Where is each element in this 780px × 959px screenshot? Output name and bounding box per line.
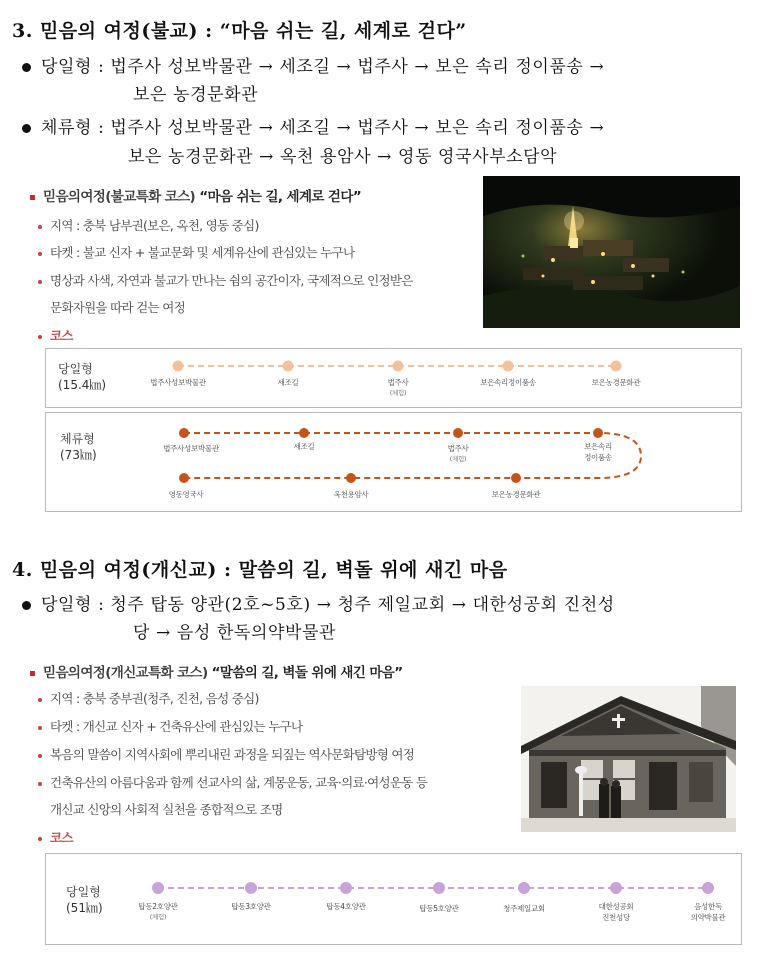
dot-icon xyxy=(38,726,42,730)
section4-heading: 4. 믿음의 여정(개신교) : 말씀의 길, 벽돌 위에 새긴 마음 xyxy=(12,559,508,581)
dot-icon xyxy=(38,335,42,339)
section4-info-desc3: 개신교 신앙의 사회적 실천을 종합적으로 조명 xyxy=(50,802,283,817)
route-stop-marker xyxy=(179,473,189,483)
route-stop-marker xyxy=(518,882,530,894)
day-course-label: 당일형 (15.4㎞) xyxy=(58,362,107,392)
day-course-label: 당일형 (51㎞) xyxy=(66,885,103,915)
stop-label: 보은농경문화관 xyxy=(591,378,641,387)
stop-label: 탑동4호양관 xyxy=(326,902,366,911)
section3-info-desc2: 문화자원을 따라 걷는 여정 xyxy=(50,300,185,315)
section4-subtitle: 믿음의여정(개신교특화 코스) “말씀의 길, 벽돌 위에 새긴 마음” xyxy=(30,661,403,681)
stop-label: 영동영국사 xyxy=(168,490,204,499)
dot-icon xyxy=(38,225,42,229)
route-stop-marker xyxy=(593,428,603,438)
route-stop-marker xyxy=(511,473,521,483)
section4-info-target: 타켓 : 개신교 신자 + 건축유산에 관심있는 누구나 xyxy=(38,717,302,735)
stop-label: 법주사 (체험) xyxy=(447,444,469,463)
stop-label: 보은속리정이품송 xyxy=(480,378,536,387)
route-stop-marker xyxy=(393,361,404,372)
stop-label: 탑동5호양관 xyxy=(419,904,459,913)
section3-info-target: 타켓 : 불교 신자 + 불교문화 및 세계유산에 관심있는 누구나 xyxy=(38,243,354,261)
dot-icon xyxy=(38,252,42,256)
route-stop-marker xyxy=(283,361,294,372)
route-stop-marker xyxy=(346,473,356,483)
dot-icon xyxy=(38,837,42,841)
route-stop-marker xyxy=(179,428,189,438)
dot-icon xyxy=(38,754,42,758)
route-stop-marker xyxy=(433,882,445,894)
section3-day-line: 당일형 : 법주사 성보박물관 → 세조길 → 법주사 → 보은 속리 정이품송 → xyxy=(22,52,604,77)
stay-course-label: 체류형 (73㎞) xyxy=(60,432,97,462)
stop-label: 보은속리 정이품송 xyxy=(584,442,612,462)
section3-info-desc: 명상과 사색, 자연과 불교가 만나는 쉼의 공간이자, 국제적으로 인정받은 xyxy=(38,271,413,289)
stop-label: 법주사성보박물관 xyxy=(150,378,206,387)
section3-stay-course-box xyxy=(45,412,742,512)
route-stop-marker xyxy=(503,361,514,372)
bullet-icon xyxy=(22,63,31,72)
section4-info-desc2: 건축유산의 아름다움과 함께 선교사의 삶, 계몽운동, 교육·의료·여성운동 등 xyxy=(38,773,427,791)
section3-course-label: 코스 xyxy=(38,326,73,344)
route-stop-marker xyxy=(340,882,352,894)
section4-day-line: 당일형 : 청주 탑동 양관(2호~5호) → 청주 제일교회 → 대한성공회 진천성 xyxy=(22,590,615,615)
route-stop-marker xyxy=(453,428,463,438)
stop-label: 탑동3호양관 xyxy=(231,902,271,911)
stop-label: 법주사성보박물관 xyxy=(163,444,219,453)
section3-stay-line: 체류형 : 법주사 성보박물관 → 세조길 → 법주사 → 보은 속리 정이품송 → xyxy=(22,113,604,138)
route-stop-marker xyxy=(702,882,714,894)
night-temple-image xyxy=(483,176,740,328)
section3-info-region: 지역 : 충북 남부권(보은, 옥천, 영동 중심) xyxy=(38,216,259,234)
route-stop-marker xyxy=(152,882,164,894)
day-route-line xyxy=(46,854,741,944)
stop-label: 법주사 (체험) xyxy=(387,378,409,397)
church-image xyxy=(521,686,736,832)
dot-icon xyxy=(38,782,42,786)
section4-day-line2: 당 → 음성 한독의약박물관 xyxy=(133,623,337,643)
stop-label: 음성한독 의약박물관 xyxy=(690,902,726,922)
square-bullet-icon xyxy=(30,195,35,200)
stop-label: 세조길 xyxy=(293,442,315,451)
section3-day-course-box xyxy=(45,348,742,408)
stop-label: 세조길 xyxy=(277,378,299,387)
stop-label: 보은농경문화관 xyxy=(491,490,541,499)
route-stop-marker xyxy=(299,428,309,438)
section4-course-label: 코스 xyxy=(38,828,73,846)
bullet-icon xyxy=(22,124,31,133)
section4-info-region: 지역 : 충북 중부권(청주, 진천, 음성 중심) xyxy=(38,689,259,707)
stop-label: 청주제일교회 xyxy=(503,904,545,913)
section3-day-line2: 보은 농경문화관 xyxy=(133,85,259,105)
section4-info-desc: 복음의 말씀이 지역사회에 뿌리내린 과정을 되짚는 역사문화탐방형 여정 xyxy=(38,745,414,763)
route-stop-marker xyxy=(245,882,257,894)
route-stop-marker xyxy=(610,882,622,894)
route-stop-marker xyxy=(611,361,622,372)
night-temple-photo xyxy=(483,176,740,328)
dot-icon xyxy=(38,698,42,702)
stop-label: 탑동2호양관 (체험) xyxy=(138,902,178,921)
section3-heading: 3. 믿음의 여정(불교) : “마음 쉬는 길, 세계로 걷다” xyxy=(12,20,467,42)
dot-icon xyxy=(38,280,42,284)
section3-stay-line2: 보은 농경문화관 → 옥천 용암사 → 영동 영국사부소담악 xyxy=(128,147,558,167)
stop-label: 옥천용암사 xyxy=(333,490,369,499)
section4-day-course-box xyxy=(45,853,742,945)
section3-subtitle: 믿음의여정(불교특화 코스) “마음 쉬는 길, 세계로 걷다” xyxy=(30,185,361,205)
church-photo xyxy=(521,686,736,832)
stop-label: 대한성공회 진천성당 xyxy=(598,902,634,922)
square-bullet-icon xyxy=(30,671,35,676)
bullet-icon xyxy=(22,601,31,610)
route-stop-marker xyxy=(173,361,184,372)
